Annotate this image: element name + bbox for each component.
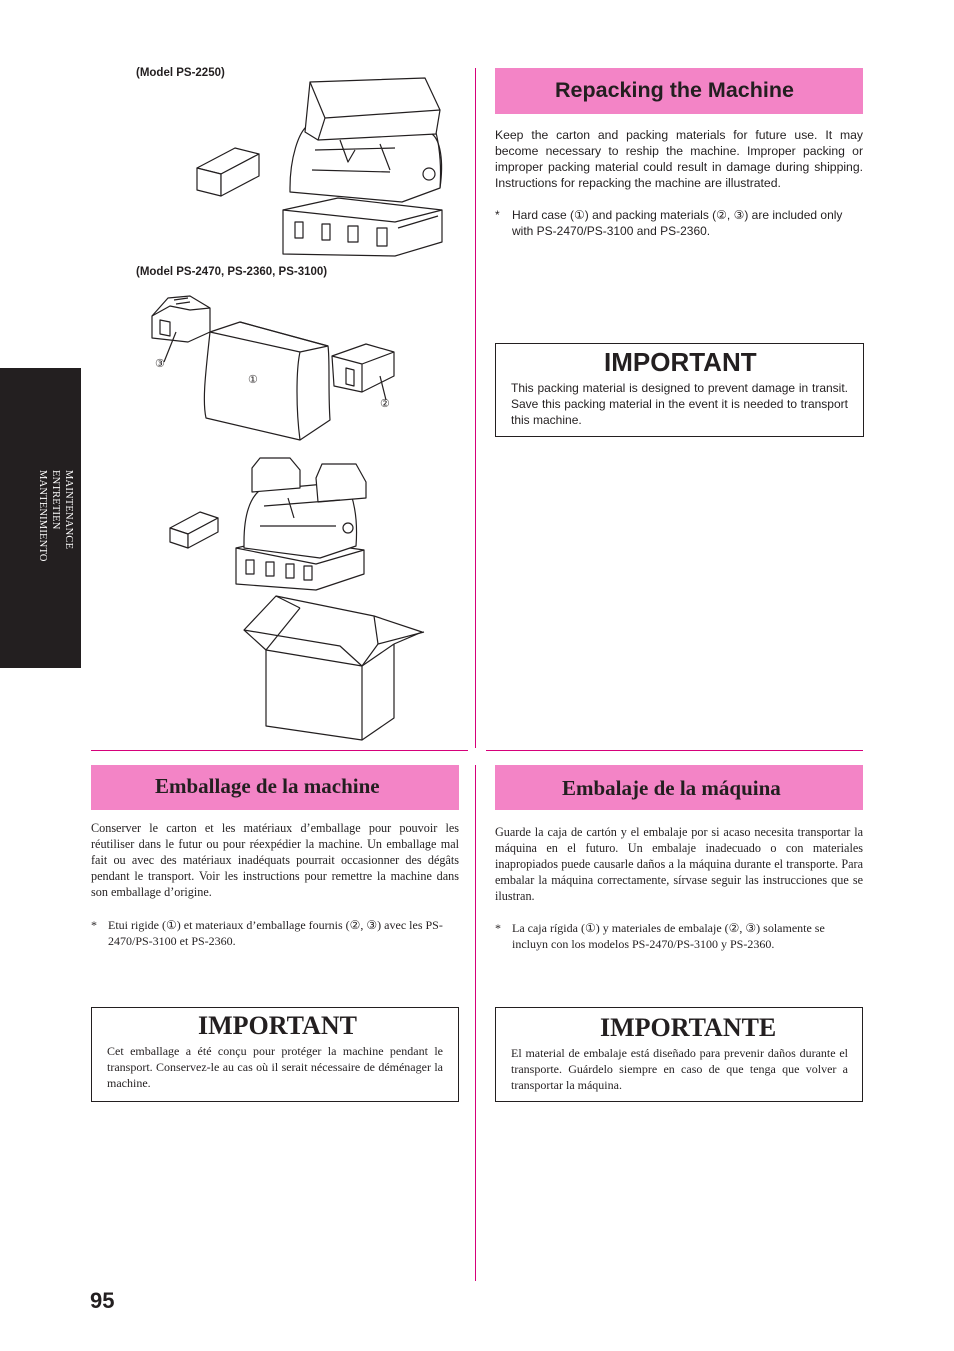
english-important-title: IMPORTANT [604,347,757,377]
callout-hard-case: ① [248,374,258,386]
french-note [91,917,459,951]
french-heading-bar [91,765,459,810]
english-heading: Repacking the Machine [555,78,794,102]
english-note-text: Hard case (①) and packing materials (②, ③) are included only with PS-2470/PS-3100 and PS-2360. [512,208,843,238]
page-number: 95 [90,1288,115,1313]
spanish-important-title: IMPORTANTE [600,1013,777,1042]
side-tab-label [36,470,75,562]
spanish-note-text: La caja rígida (①) y materiales de embalaje (②, ③) solamente se incluyn con los modelos PS-2470/PS-3100 y PS-2360. [512,921,825,951]
accessory-box-drawing [197,148,259,196]
french-note-marker: * [91,918,97,932]
side-tab-line-maintenance: MAINTENANCE [63,470,74,550]
accessory-box-2-drawing [170,512,218,548]
side-tab-line-entretien: ENTRETIEN [50,470,61,530]
caption-model-ps2470: (Model PS-2470, PS-2360, PS-3100) [136,266,328,278]
spanish-heading: Embalaje de la máquina [562,776,781,800]
english-body: Keep the carton and packing materials for future use. It may become necessary to reship the machine. Improper packing or improper packing material could result in damage during shipping. Instructions for repacking the machine are illustrated. [495,128,863,190]
french-heading: Emballage de la machine [155,774,380,798]
french-important-box [91,1007,459,1102]
spanish-note [495,920,863,954]
spanish-important-body: El material de embalaje está diseñado para prevenir daños durante el transporte. Guárdelo siempre en caso de que tenga que volver a transportar la máquina. [511,1046,848,1092]
open-carton-drawing [244,596,424,740]
callout-packing-3: ③ [155,358,165,370]
english-important-box [495,343,864,437]
caption-model-ps2250: (Model PS-2250) [136,67,225,79]
column-divider-top [475,68,476,748]
packing-material-3-drawing [152,296,210,342]
spanish-note-marker: * [495,921,501,935]
hard-case-1-drawing [204,322,330,440]
machine-with-foam-drawing [236,458,366,590]
spanish-body: Guarde la caja de cartón y el embalaje por si acaso necesita transportar la máquina en el futuro. Un embalaje inadecuado o con materiales inapropiados puede causarle daños a la máquina durante el transporte. Para embalar la máquina correctamente, sírvase seguir las instrucciones que se ilustran. [495,825,863,903]
repacking-illustration [140,70,470,750]
column-divider-bottom [475,765,476,1281]
french-note-text: Etui rigide (①) et materiaux d’emballage fournis (②, ③) avec les PS-2470/PS-3100 et PS-2360. [108,918,443,948]
side-tab-line-mantenimiento: MANTENIMIENTO [37,470,48,562]
spanish-important-box [495,1007,863,1102]
english-important-body: This packing material is designed to prevent damage in transit. Save this packing material in the event it is needed to transport this machine. [511,381,848,427]
french-body: Conserver le carton et les matériaux d’emballage pour pouvoir les réutiliser dans le futur ou pour réexpédier la machine. Un emballage mal fait ou avec des matériaux inadéquats pourrait occasionner des dégâts pendant le transport. Voir les instructions pour remettre la machine dans son emballage d’origine. [91,821,459,899]
section-rule-left [91,750,468,751]
machine-with-cover-drawing [283,78,442,256]
english-note-marker: * [495,208,500,222]
english-heading-bar [495,68,863,114]
packing-material-2-drawing [332,344,394,392]
french-important-title: IMPORTANT [198,1011,357,1040]
spanish-heading-bar [495,765,863,810]
section-rule-right [486,750,863,751]
callout-packing-2: ② [380,398,390,410]
french-important-body: Cet emballage a été conçu pour protéger la machine pendant le transport. Conservez-le au cas où il serait nécessaire de déménager la machine. [107,1044,443,1090]
english-note [495,207,863,241]
